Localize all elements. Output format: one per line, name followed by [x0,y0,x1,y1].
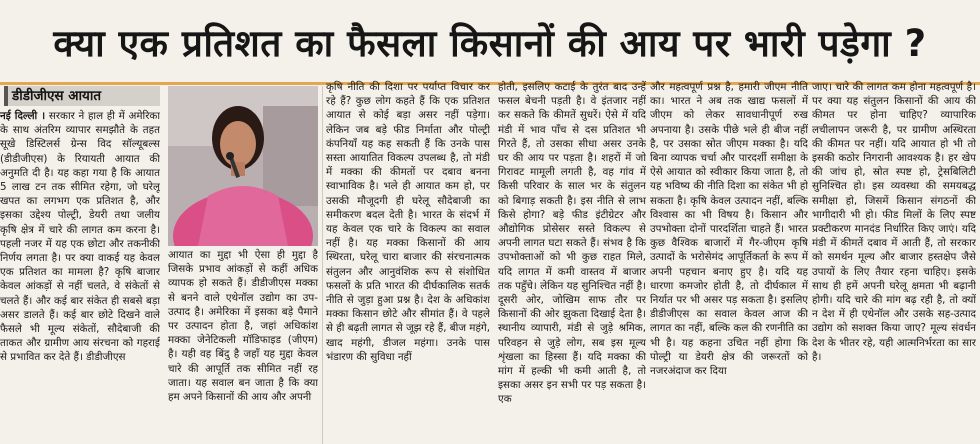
article-column-4 [498,80,646,438]
column-2-text: आयात का मुद्दा भी ऐसा ही मुद्दा है जिसके प्रभाव आंकड़ों से कहीं अधिक व्यापक हो सकते हैं। डीडीजीएस मक्का से बनने वाले एथेनॉल उद्योग का उप-उत्पाद है। अमेरिका में इसका बड़े पैमाने पर उत्पादन होता है, जहां अधिकांश मक्का जेनेटिकली मॉडिफाइड (जीएम) है। यही वह बिंदु है जहाँ यह मुद्दा केवल चारे की आपूर्ति तक सीमित नहीं रह जाता। यह सवाल बन जाता है कि क्या हम अपने किसानों की आय और अपनी [168,249,318,404]
article-column-3 [326,80,490,438]
column-1-text [0,109,160,365]
column-3-text: कृषि नीति की दिशा पर पर्याप्त विचार कर रहे हैं? कुछ लोग कहते हैं कि एक प्रतिशत आयात से कोई बड़ा असर नहीं पड़ेगा। लेकिन जब बड़े फीड निर्माता और पोल्ट्री कंपनियाँ यह कह सकती हैं कि उनके पास सस्ता आयातित विकल्प उपलब्ध है, तो मंडी में मक्का की कीमतों पर दबाव बनना स्वाभाविक है। भले ही आयात कम हो, पर उसकी मौजूदगी ही घरेलू सौदेबाजी का समीकरण बदल देती है। भारत के संदर्भ में यह केवल एक चारे के विकल्प का सवाल नहीं है। यह मक्का किसानों की आय स्थिरता, घरेलू चारा बाजार की संरचनात्मक संतुलन और आनुवंशिक रूप से संशोधित फसलों के प्रति भारत की दीर्घकालिक सतर्क नीति से जुड़ा हुआ प्रश्न है। देश के अधिकांश मक्का किसान छोटे और सीमांत हैं। वे पहले से ही बढ़ती लागत से जूझ रहे हैं, बीज महंगे, खाद महंगी, डीजल महंगा। उनके पास भंडारण की सुविधा नहीं [326,81,490,363]
article-column-6 [812,80,976,438]
article-column-2 [168,248,318,444]
column-divider [322,86,323,444]
column-5-text: और महत्वपूर्ण प्रश्न है, हमारी जीएम नीति का। भारत ने अब तक खाद्य फसलों में जीएम को लेकर सावधानीपूर्ण रुख अपनाया है। उसके पीछे भले ही बीज नहीं है, पर उसका स्रोत जीएम मक्का है। यदि बिना व्यापक चर्चा और पारदर्शी समीक्षा के ऐसे आयात को स्वीकार किया जाता है, तो यह भविष्य की नीति दिशा का संकेत भी हो सकता है। कृषि केवल उत्पादन नहीं, बल्कि विश्वास का भी विषय है। किसान और उपभोक्ता दोनों पारदर्शिता चाहते हैं। भारत कुछ वैश्विक बाजारों में गैर-जीएम कृषि उत्पादों के भरोसेमंद आपूर्तिकर्ता के रूप में अपनी पहचान बनाए हुए है। यदि यह धारणा कमजोर होती है, तो दीर्घकाल में निर्यात पर भी असर पड़ सकता है। इसलिए डीडीजीएस का सवाल केवल आज की लागत का नहीं, बल्कि कल की रणनीति का भी है। यह कहना उचित नहीं होगा कि पोल्ट्री या डेयरी क्षेत्र की जरूरतों को नजरअंदाज कर दिया [650,81,808,378]
column-1-body: सरकार ने हाल ही में अमेरिका के साथ अंतरिम व्यापार समझौते के तहत सूखे डिस्टिलर्स ग्रेन्स विद सॉल्यूबल्स (डीडीजीएस) के रियायती आयात की अनुमति दी है। यह कहा गया है कि आयात 5 लाख टन तक सीमित रहेगा, जो घरेलू खपत का लगभग एक प्रतिशत है, और इसका उद्देश्य पोल्ट्री, डेयरी तथा जलीय कृषि क्षेत्र में चारे की लागत कम करना है। पहली नजर में यह एक छोटा और तकनीकी निर्णय लगता है। पर क्या वाकई यह केवल एक प्रतिशत का मामला है? कृषि बाजार केवल आंकड़ों से नहीं चलते, वे संकेतों से चलते हैं। और कई बार संकेत ही सबसे बड़ा असर डालते हैं। कई बार छोटे दिखने वाले फैसले भी मूल्य संकेतों, सौदेबाजी की ताकत और ग्रामीण आय संरचना को गहराई से प्रभावित कर देते हैं। डीडीजीएस [0,110,160,364]
headline: क्या एक प्रतिशत का फैसला किसानों की आय पर भारी पड़ेगा ? [53,21,927,65]
woman-portrait-photo-icon [168,86,318,246]
article-column-1 [0,86,160,444]
author-photo [168,86,318,246]
article-column-5 [650,80,808,438]
column-4-text: होती, इसलिए कटाई के तुरंत बाद उन्हें फसल बेचनी पड़ती है। वे इंतजार नहीं कर सकते कि कीमतें सुधरें। ऐसे में यदि मंडी में भाव पाँच से दस प्रतिशत भी गिरते हैं, तो उसका सीधा असर उनके घर की आय पर पड़ता है। शहरों में जो गिरावट मामूली लगती है, वह गांव में किसी परिवार के साल भर के संतुलन को बिगाड़ सकती है। इस नीति से लाभ किसे होगा? बड़े फीड इंटीग्रेटर और औद्योगिक प्रोसेसर सस्ते विकल्प से अपनी लागत घटा सकते हैं। संभव है कि उपभोक्ताओं को भी कुछ राहत मिले, यदि लागत में कमी वास्तव में बाजार तक पहुँचे। लेकिन यह सुनिश्चित नहीं है। दूसरी ओर, जोखिम साफ तौर पर किसानों की ओर झुकता दिखाई देता है। स्थानीय व्यापारी, मंडी से जुड़े श्रमिक, परिवहन से जुड़े लोग, सब इस मूल्य शृंखला का हिस्सा हैं। यदि मक्का की मांग में हल्की भी कमी आती है, तो इसका असर इन सभी पर पड़ सकता है। एक [498,81,646,406]
byline-badge: डीडीजीएस आयात [4,86,160,106]
column-6-text: जाए। चारे की लागत कम होना महत्वपूर्ण है। पर क्या यह संतुलन किसानों की आय की कीमत पर होना चाहिए? व्यापारिक लचीलापन जरूरी है, पर ग्रामीण अस्थिरता की कीमत पर नहीं। यदि आयात हो भी तो इसकी कठोर निगरानी आवश्यक है। हर खेप की जांच हो, स्रोत स्पष्ट हो, ट्रेसबिलिटी सुनिश्चित हो। इस व्यवस्था की समयबद्ध समीक्षा हो, जिसमें किसान संगठनों की भागीदारी भी हो। फीड मिलों के लिए स्पष्ट प्रक्टीकरण मानदंड निर्धारित किए जाएं। यदि मंडी में कीमतें दबाव में आती हैं, तो सरकार को समर्थन मूल्य और बाजार हस्तक्षेप जैसे उपायों के लिए तैयार रहना चाहिए। इसके साथ ही हमें अपनी घरेलू क्षमता भी बढ़ानी होगी। यदि चारे की मांग बढ़ रही है, तो क्यों न देश में ही एथेनॉल और उसके सह-उत्पाद उद्योग को सशक्त किया जाए? मूल्य संवर्धन देश के भीतर रहे, यही आत्मनिर्भरता का सार है। [812,81,976,363]
dateline: नई दिल्ली । [0,110,46,122]
